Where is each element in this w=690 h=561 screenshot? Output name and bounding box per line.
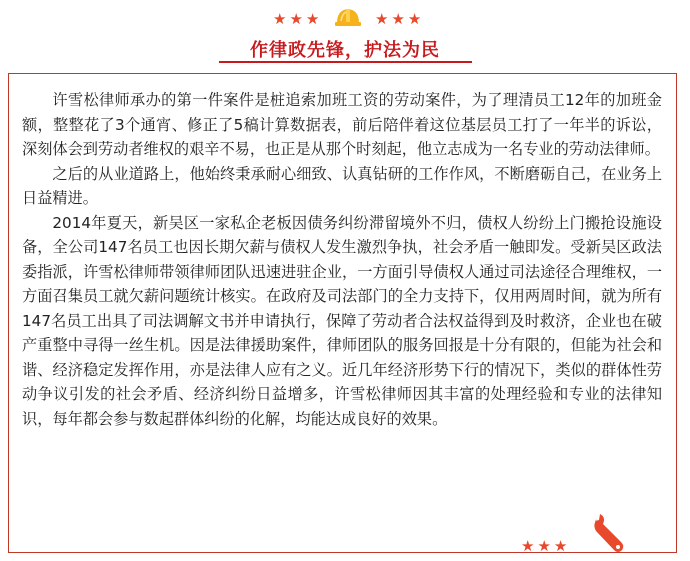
stars-left-decoration: ★★★ xyxy=(273,10,323,28)
header-banner xyxy=(0,0,690,68)
slogan-underline xyxy=(219,61,472,63)
stars-right-decoration: ★★★ xyxy=(375,10,425,28)
wrench-icon xyxy=(590,512,626,554)
article-body xyxy=(22,88,662,431)
article-paragraph-3: 2014年夏天，新吴区一家私企老板因债务纠纷滞留境外不归，债权人纷纷上门搬抢设施设备，全公司147名员工也因长期欠薪与债权人发生激烈争执，社会矛盾一触即发。受新吴区政法委指派，许雪松律师带领律师团队迅速进驻企业，一方面引导债权人通过司法途径合理维权，一方面召集员工就欠薪问题统计核实。在政府及司法部门的全力支持下，仅用两周时间，就为所有147名员工出具了司法调解文书并申请执行，保障了劳动者合法权益得到及时救济，企业也在破产重整中寻得一丝生机。因是法律援助案件，律师团队的服务回报是十分有限的，但能为社会和谐、经济稳定发挥作用，亦是法律人应有之义。近几年经济形势下行的情况下，类似的群体性劳动争议引发的社会矛盾、经济纠纷日益增多，许雪松律师因其丰富的处理经验和专业的法律知识，每年都会参与数起群体纠纷的化解，均能达成良好的效果。 xyxy=(22,213,662,428)
slogan-title: 作律政先锋，护法为民 xyxy=(250,40,440,61)
footer-stars-decoration: ★★★ xyxy=(521,537,571,555)
article-paragraph-2: 之后的从业道路上，他始终秉承耐心细致、认真钻研的工作作风，不断磨砺自己，在业务上日益精进。 xyxy=(22,164,662,207)
article-paragraph-1: 许雪松律师承办的第一件案件是桩追索加班工资的劳动案件，为了理清员工12年的加班金额，整整花了3个通宵、修正了5稿计算数据表，前后陪伴着这位基层员工打了一年半的诉讼，深刻体会到劳动者维权的艰辛不易，也正是从那个时刻起，他立志成为一名专业的劳动法律师。 xyxy=(22,91,662,158)
article-frame xyxy=(8,73,677,553)
helmet-icon xyxy=(334,6,362,28)
